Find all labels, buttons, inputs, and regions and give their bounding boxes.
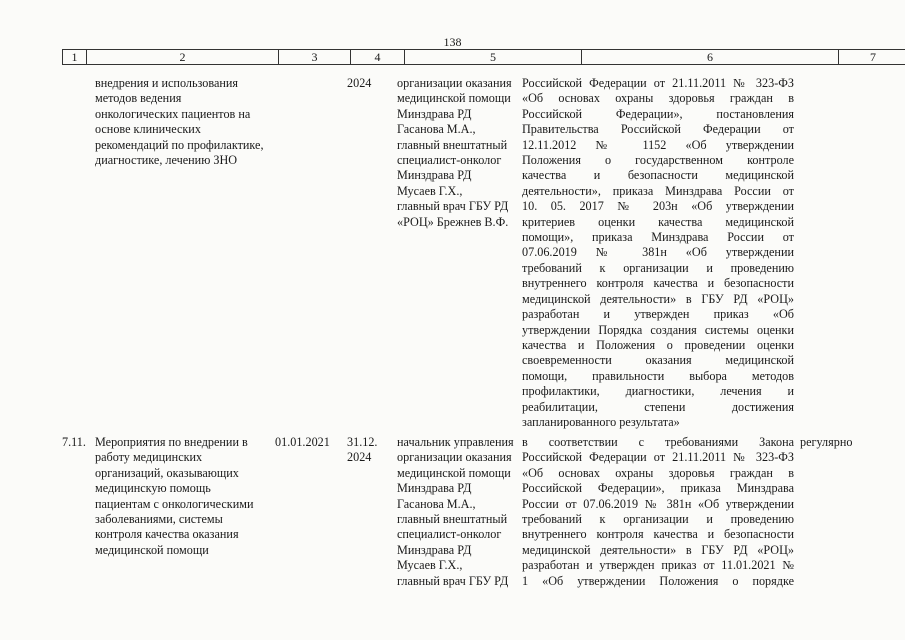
text-line: качества и безопасности медицинской — [522, 168, 794, 183]
text-line: онкологических пациентов на — [95, 106, 251, 121]
text-line: Гасанова М.А., — [397, 496, 476, 511]
text-line: контроля качества оказания — [95, 527, 239, 542]
text-line: Минздрава РД — [397, 481, 472, 496]
text-line: деятельности», приказа Минздрава России от — [522, 183, 794, 198]
row-711-description — [95, 435, 287, 558]
row-711-periodicity: регулярно — [800, 435, 853, 449]
header-col-2: 2 — [87, 50, 279, 64]
text-line: критериев оценки качества медицинской — [522, 214, 794, 229]
text-line: Гасанова М.А., — [397, 122, 476, 137]
row-711-end-date — [347, 435, 377, 466]
row-number: 7.11. — [62, 435, 86, 449]
text-line: 07.06.2019 № 381н «Об утверждении — [522, 245, 794, 260]
text-line: основе клинических — [95, 122, 201, 137]
text-line: внутреннего контроля качества и безопасности — [522, 276, 794, 291]
text-line: организаций, оказывающих — [95, 465, 239, 480]
text-line: Российской Федерации от 21.11.2011 № 323-ФЗ — [522, 450, 794, 465]
text-line: в соответствии с требованиями Закона — [522, 435, 794, 449]
header-col-5: 5 — [405, 50, 582, 64]
text-line: утверждении Порядка создания системы оценки — [522, 322, 794, 337]
text-line: Российской Федерации от 21.11.2011 № 323-ФЗ — [522, 76, 794, 90]
header-col-6: 6 — [582, 50, 839, 64]
text-line: требований к организации и проведению — [522, 260, 794, 275]
row-711-start-date: 01.01.2021 — [275, 435, 330, 449]
text-line: 2024 — [347, 450, 372, 465]
row-711-responsible — [397, 435, 527, 589]
text-line: медицинской помощи — [397, 91, 511, 106]
text-line: организации оказания — [397, 450, 512, 465]
text-line: диагностике, лечению ЗНО — [95, 153, 238, 168]
text-line: работу медицинских — [95, 450, 203, 465]
text-line: главный внештатный — [397, 137, 508, 152]
text-line: «Об основах охраны здоровья граждан в — [522, 465, 794, 480]
text-line: специалист-онколог — [397, 153, 502, 168]
text-line: начальник управления — [397, 435, 514, 449]
header-col-1: 1 — [63, 50, 87, 64]
text-line: медицинской помощи — [95, 542, 209, 557]
table-header-row — [62, 49, 905, 65]
text-line: внедрения и использования — [95, 76, 239, 90]
text-line: Российской Федерации», постановления — [522, 106, 794, 121]
text-line: помощи, правильности выбора методов — [522, 368, 794, 383]
text-line: внутреннего контроля качества и безопасности — [522, 527, 794, 542]
header-col-4: 4 — [351, 50, 405, 64]
text-line: рекомендаций по профилактике, — [95, 137, 264, 152]
header-col-7: 7 — [870, 50, 876, 64]
text-line: Минздрава РД — [397, 106, 472, 121]
text-line: 12.11.2012 № 1152 «Об утверждении — [522, 137, 794, 152]
text-line: 31.12. — [347, 435, 378, 449]
text-line: методов ведения — [95, 91, 182, 106]
prev-row-end-year: 2024 — [347, 76, 372, 90]
text-line: разработан и утвержден приказ «Об — [522, 307, 794, 322]
text-line: медицинской деятельности» в ГБУ РД «РОЦ» — [522, 291, 794, 306]
text-line: медицинской деятельности» в ГБУ РД «РОЦ» — [522, 542, 794, 557]
text-line: Российской Федерации», приказа Минздрава — [522, 481, 794, 496]
text-line: специалист-онколог — [397, 527, 502, 542]
text-line: главный врач ГБУ РД — [397, 573, 509, 588]
text-line: пациентам с онкологическими — [95, 496, 254, 511]
text-line: Мусаев Г.Х., — [397, 558, 463, 573]
text-line: организации оказания — [397, 76, 512, 90]
text-line: заболеваниями, системы — [95, 512, 223, 527]
text-line: своевременности оказания медицинской — [522, 353, 794, 368]
text-line: России от 07.06.2019 № 381н «Об утверждении — [522, 496, 794, 511]
text-line: главный внештатный — [397, 512, 508, 527]
text-line: 1 «Об утверждении Положения о порядке — [522, 573, 794, 588]
text-line: запланированного результата» — [522, 414, 680, 429]
text-line: требований к организации и проведению — [522, 512, 794, 527]
text-line: «Об основах охраны здоровья граждан в — [522, 91, 794, 106]
text-line: Правительства Российской Федерации от — [522, 122, 794, 137]
text-line: качества и Положения о проведении оценки — [522, 337, 794, 352]
text-line: разработан и утвержден приказ от 11.01.2021 № — [522, 558, 794, 573]
text-line: «РОЦ» Брежнев В.Ф. — [397, 214, 509, 229]
text-line: Мусаев Г.Х., — [397, 183, 463, 198]
prev-row-description — [95, 76, 285, 168]
text-line: медицинской помощи — [397, 465, 511, 480]
header-col-3: 3 — [279, 50, 351, 64]
page-number: 138 — [443, 35, 462, 49]
prev-row-result — [522, 76, 794, 430]
text-line: Мероприятия по внедрении в — [95, 435, 248, 449]
text-line: главный врач ГБУ РД — [397, 199, 509, 214]
text-line: профилактики, диагностики, лечения и — [522, 384, 794, 399]
prev-row-responsible — [397, 76, 527, 230]
text-line: помощи», приказа Минздрава России от — [522, 230, 794, 245]
text-line: Минздрава РД — [397, 168, 472, 183]
text-line: Минздрава РД — [397, 542, 472, 557]
row-711-result — [522, 435, 794, 589]
text-line: медицинскую помощь — [95, 481, 211, 496]
text-line: 10. 05. 2017 № 203н «Об утверждении — [522, 199, 794, 214]
text-line: реабилитации, степени достижения — [522, 399, 794, 414]
text-line: Положения о государственном контроле — [522, 153, 794, 168]
